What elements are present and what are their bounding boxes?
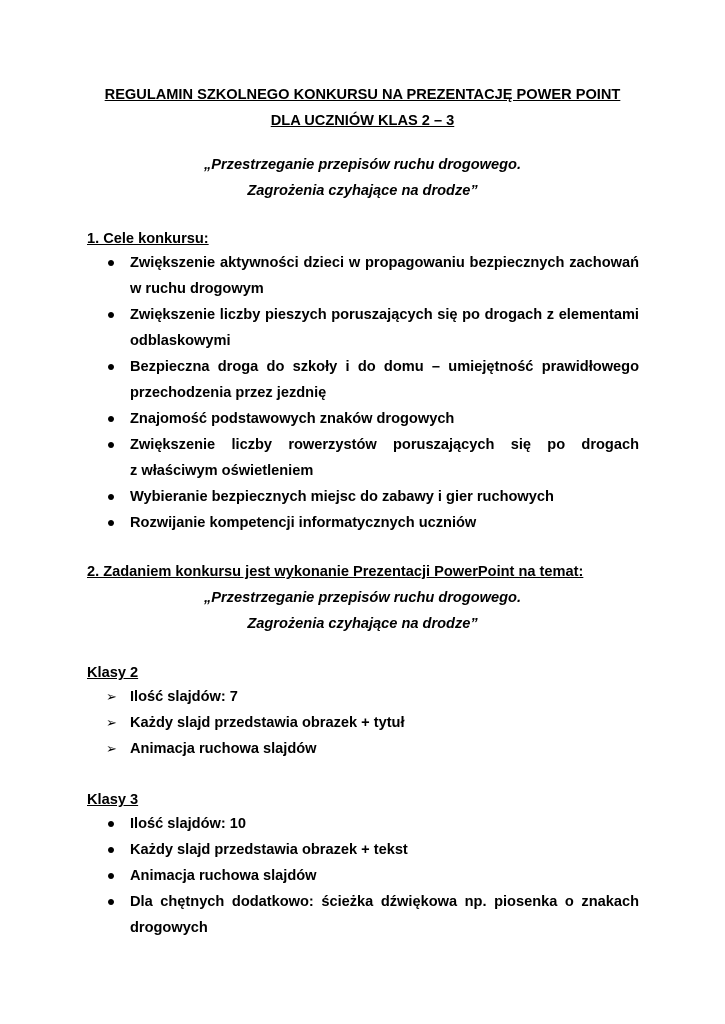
- list-item-text-continued: przechodzenia przez jezdnię: [130, 385, 327, 401]
- list-item: [87, 302, 639, 354]
- arrow-bullet-icon: ➢: [106, 741, 117, 756]
- list-item-text: Rozwijanie kompetencji informatycznych uczniów: [130, 515, 477, 531]
- list-item: [87, 510, 639, 536]
- list-item-text: Dla chętnych dodatkowo: ścieżka dźwiękowa np. piosenka o znakach: [130, 894, 639, 910]
- theme-line-2: Zagrożenia czyhające na drodze”: [247, 183, 478, 199]
- list-item-text: Zwiększenie liczby rowerzystów poruszających się po drogach: [130, 437, 639, 453]
- list-item-text: Znajomość podstawowych znaków drogowych: [130, 411, 455, 427]
- list-item: [87, 710, 639, 736]
- list-item-text: Zwiększenie liczby pieszych poruszających się po drogach z elementami: [130, 307, 639, 323]
- document-title-line-1: REGULAMIN SZKOLNEGO KONKURSU NA PREZENTACJĘ POWER POINT: [104, 87, 621, 103]
- list-item-text: Bezpieczna droga do szkoły i do domu – umiejętność prawidłowego: [130, 359, 639, 375]
- list-item: [87, 432, 639, 484]
- list-item: [87, 406, 639, 432]
- bullet-icon: [108, 416, 114, 422]
- bullet-icon: [108, 821, 114, 827]
- section-task-heading: 2. Zadaniem konkursu jest wykonanie Prezentacji PowerPoint na temat:: [87, 564, 584, 580]
- list-item: [87, 863, 639, 889]
- arrow-bullet-icon: ➢: [106, 715, 117, 730]
- bullet-icon: [108, 260, 114, 266]
- list-item-text: Animacja ruchowa slajdów: [130, 868, 317, 884]
- list-item-text: Ilość slajdów: 10: [130, 816, 246, 832]
- list-item-text-continued: odblaskowymi: [130, 333, 231, 349]
- list-item-text: Każdy slajd przedstawia obrazek + tytuł: [130, 715, 405, 731]
- task-theme-line-1: „Przestrzeganie przepisów ruchu drogowego.: [203, 590, 522, 606]
- class-3-heading: Klasy 3: [87, 792, 139, 808]
- list-item: [87, 250, 639, 302]
- goals-list: [87, 250, 639, 536]
- class-2-heading: Klasy 2: [87, 665, 139, 681]
- bullet-icon: [108, 520, 114, 526]
- list-item-text: Animacja ruchowa slajdów: [130, 741, 317, 757]
- bullet-icon: [108, 899, 114, 905]
- list-item-text: Zwiększenie aktywności dzieci w propagowaniu bezpiecznych zachowań: [130, 255, 639, 271]
- list-item-text-continued: w ruchu drogowym: [130, 281, 264, 297]
- bullet-icon: [108, 442, 114, 448]
- list-item: [87, 354, 639, 406]
- list-item: [87, 889, 639, 941]
- bullet-icon: [108, 364, 114, 370]
- theme-line-1: „Przestrzeganie przepisów ruchu drogowego.: [203, 157, 522, 173]
- list-item-text: Każdy slajd przedstawia obrazek + tekst: [130, 842, 408, 858]
- list-item-text: Ilość slajdów: 7: [130, 689, 238, 705]
- list-item-text-continued: z właściwym oświetleniem: [130, 463, 314, 479]
- bullet-icon: [108, 312, 114, 318]
- list-item-text: Wybieranie bezpiecznych miejsc do zabawy i gier ruchowych: [130, 489, 554, 505]
- list-item: [87, 837, 639, 863]
- list-item-text-continued: drogowych: [130, 920, 208, 936]
- list-item: [87, 811, 639, 837]
- class-2-list: [87, 684, 639, 762]
- task-theme-line-2: Zagrożenia czyhające na drodze”: [247, 616, 478, 632]
- arrow-bullet-icon: ➢: [106, 689, 117, 704]
- list-item: [87, 736, 639, 762]
- list-item: [87, 684, 639, 710]
- bullet-icon: [108, 873, 114, 879]
- document-title-line-2: DLA UCZNIÓW KLAS 2 – 3: [270, 113, 455, 129]
- bullet-icon: [108, 494, 114, 500]
- bullet-icon: [108, 847, 114, 853]
- section-goals-heading: 1. Cele konkursu:: [87, 231, 209, 247]
- class-3-list: [87, 811, 639, 941]
- list-item: [87, 484, 639, 510]
